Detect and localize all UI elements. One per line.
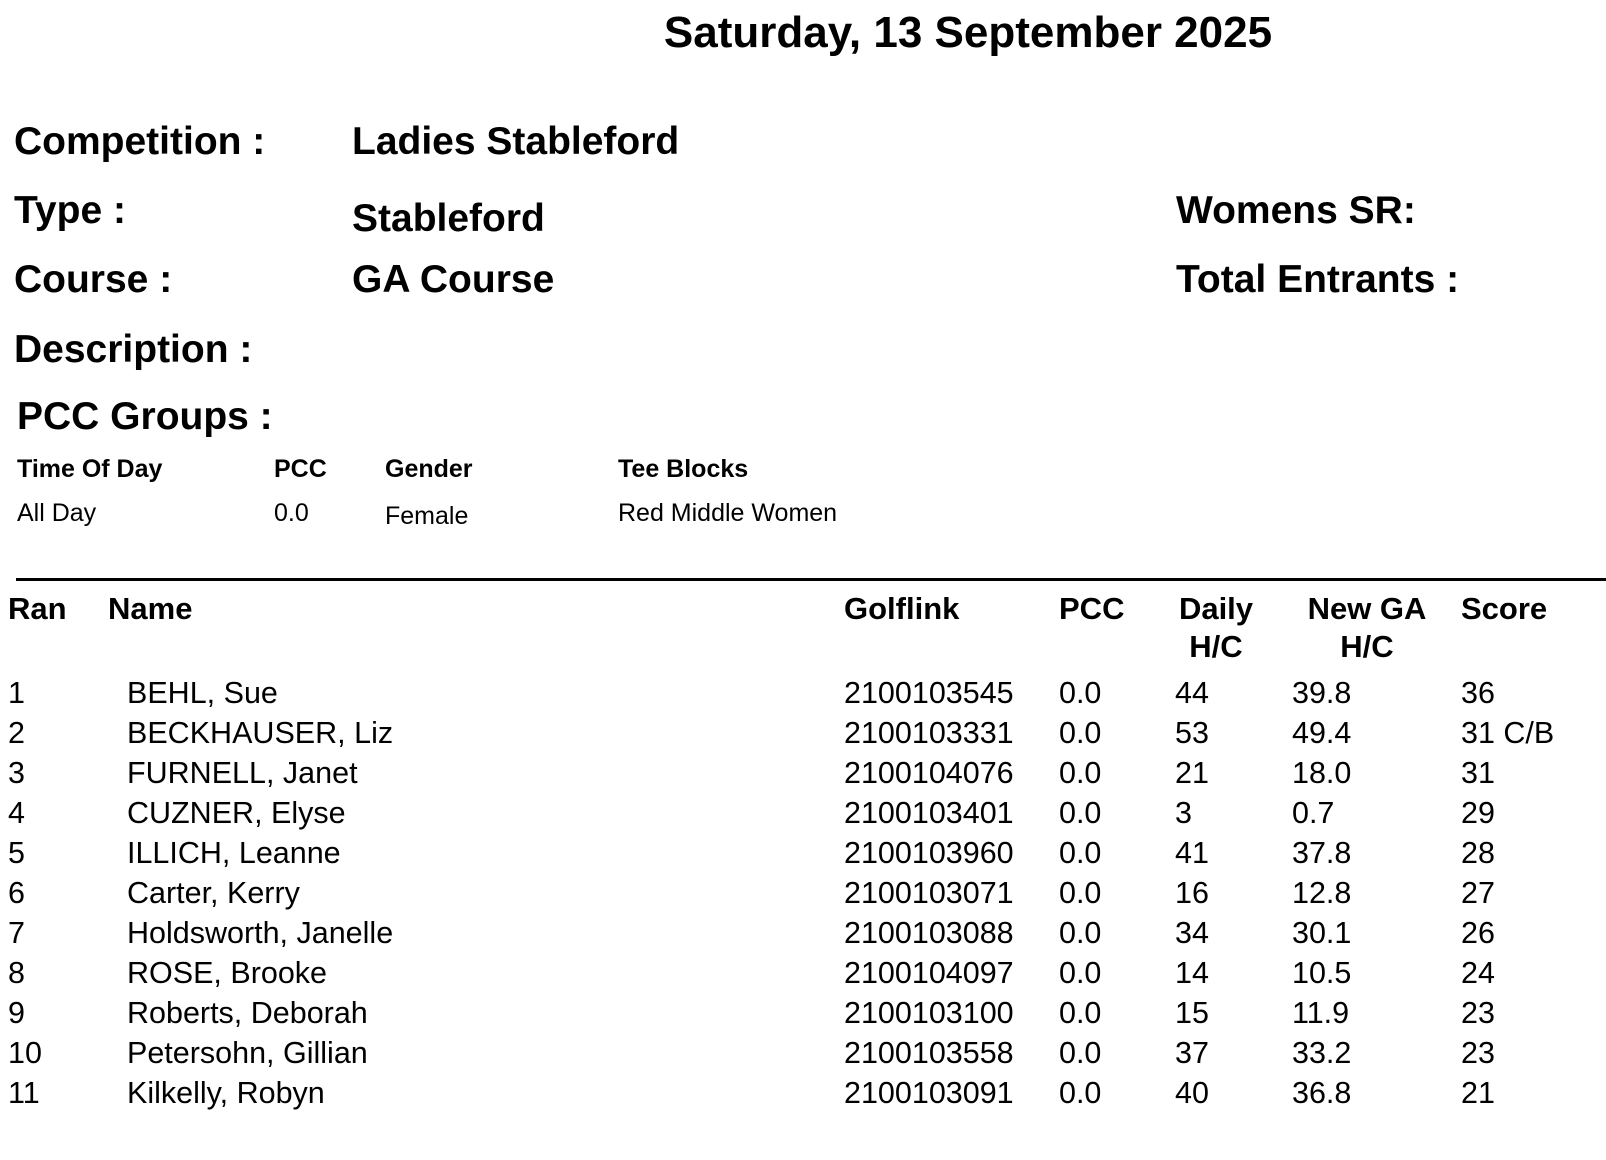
cell-pcc: 0.0 — [1059, 956, 1102, 990]
cell-score: 29 — [1461, 796, 1495, 830]
table-row — [0, 836, 1606, 876]
cell-rank: 7 — [8, 916, 25, 950]
pcc-cell-time-of-day: All Day — [17, 499, 97, 527]
womens-sr-label: Womens SR: — [1176, 189, 1416, 232]
cell-score: 31 C/B — [1461, 716, 1555, 750]
cell-golflink: 2100104076 — [844, 756, 1014, 790]
cell-rank: 2 — [8, 716, 25, 750]
cell-new-ga-hc: 0.7 — [1292, 796, 1335, 830]
competition-value: Ladies Stableford — [352, 120, 680, 163]
table-row — [0, 676, 1606, 716]
cell-pcc: 0.0 — [1059, 1076, 1102, 1110]
cell-new-ga-hc: 10.5 — [1292, 956, 1352, 990]
cell-name: Kilkelly, Robyn — [127, 1076, 325, 1110]
table-row — [0, 996, 1606, 1036]
cell-daily-hc: 37 — [1175, 1036, 1209, 1070]
cell-new-ga-hc: 30.1 — [1292, 916, 1352, 950]
table-row — [0, 876, 1606, 916]
column-header-newga-line2: H/C — [1340, 629, 1394, 664]
cell-rank: 3 — [8, 756, 25, 790]
cell-score: 36 — [1461, 676, 1495, 710]
cell-name: ROSE, Brooke — [127, 956, 328, 990]
cell-rank: 1 — [8, 676, 25, 710]
cell-pcc: 0.0 — [1059, 716, 1102, 750]
column-header-golflink: Golflink — [844, 591, 960, 626]
cell-score: 31 — [1461, 756, 1495, 790]
cell-daily-hc: 15 — [1175, 996, 1209, 1030]
cell-pcc: 0.0 — [1059, 996, 1102, 1030]
cell-name: Petersohn, Gillian — [127, 1036, 368, 1070]
table-row — [0, 916, 1606, 956]
cell-name: Carter, Kerry — [127, 876, 300, 910]
pcc-header-pcc: PCC — [274, 455, 327, 483]
cell-score: 26 — [1461, 916, 1495, 950]
pcc-cell-tee-blocks: Red Middle Women — [618, 499, 838, 527]
cell-golflink: 2100103100 — [844, 996, 1014, 1030]
cell-new-ga-hc: 49.4 — [1292, 716, 1352, 750]
cell-rank: 5 — [8, 836, 25, 870]
cell-daily-hc: 53 — [1175, 716, 1209, 750]
cell-daily-hc: 16 — [1175, 876, 1209, 910]
cell-pcc: 0.0 — [1059, 836, 1102, 870]
cell-golflink: 2100103960 — [844, 836, 1014, 870]
pcc-header-time-of-day: Time Of Day — [17, 455, 163, 483]
cell-score: 28 — [1461, 836, 1495, 870]
type-label: Type : — [14, 189, 126, 232]
cell-name: CUZNER, Elyse — [127, 796, 346, 830]
cell-new-ga-hc: 11.9 — [1292, 996, 1350, 1030]
table-row — [0, 716, 1606, 756]
cell-rank: 9 — [8, 996, 25, 1030]
cell-golflink: 2100103071 — [844, 876, 1014, 910]
table-row — [0, 796, 1606, 836]
pcc-header-gender: Gender — [385, 455, 473, 483]
cell-pcc: 0.0 — [1059, 676, 1102, 710]
cell-golflink: 2100103401 — [844, 796, 1014, 830]
table-row — [0, 1036, 1606, 1076]
cell-new-ga-hc: 18.0 — [1292, 756, 1352, 790]
cell-pcc: 0.0 — [1059, 756, 1102, 790]
table-row — [0, 1076, 1606, 1116]
column-header-new-ga-hc — [1300, 590, 1434, 666]
cell-score: 23 — [1461, 1036, 1495, 1070]
cell-rank: 10 — [8, 1036, 42, 1070]
cell-new-ga-hc: 36.8 — [1292, 1076, 1352, 1110]
cell-daily-hc: 14 — [1175, 956, 1209, 990]
cell-golflink: 2100103091 — [844, 1076, 1014, 1110]
cell-daily-hc: 41 — [1175, 836, 1209, 870]
cell-rank: 11 — [8, 1076, 40, 1110]
cell-pcc: 0.0 — [1059, 796, 1102, 830]
cell-golflink: 2100104097 — [844, 956, 1014, 990]
cell-golflink: 2100103088 — [844, 916, 1014, 950]
total-entrants-label: Total Entrants : — [1176, 258, 1460, 301]
cell-daily-hc: 3 — [1175, 796, 1192, 830]
description-label: Description : — [14, 328, 253, 371]
section-divider — [16, 578, 1606, 581]
cell-score: 23 — [1461, 996, 1495, 1030]
cell-new-ga-hc: 12.8 — [1292, 876, 1352, 910]
cell-name: Holdsworth, Janelle — [127, 916, 394, 950]
cell-rank: 6 — [8, 876, 25, 910]
column-header-score: Score — [1461, 591, 1548, 626]
column-header-newga-line1: New GA — [1307, 591, 1427, 626]
cell-rank: 4 — [8, 796, 25, 830]
page-title: Saturday, 13 September 2025 — [663, 8, 1273, 57]
cell-daily-hc: 44 — [1175, 676, 1209, 710]
column-header-daily-line2: H/C — [1189, 629, 1243, 664]
cell-name: ILLICH, Leanne — [127, 836, 341, 870]
cell-name: BEHL, Sue — [127, 676, 278, 710]
cell-score: 21 — [1461, 1076, 1495, 1110]
course-label: Course : — [14, 258, 173, 301]
cell-name: BECKHAUSER, Liz — [127, 716, 394, 750]
column-header-rank: Ran — [8, 591, 67, 626]
column-header-daily-line1: Daily — [1178, 591, 1254, 626]
table-row — [0, 756, 1606, 796]
type-value: Stableford — [352, 197, 545, 240]
cell-new-ga-hc: 33.2 — [1292, 1036, 1352, 1070]
cell-name: FURNELL, Janet — [127, 756, 358, 790]
column-header-pcc: PCC — [1059, 591, 1125, 626]
competition-label: Competition : — [14, 120, 266, 163]
cell-score: 24 — [1461, 956, 1495, 990]
cell-score: 27 — [1461, 876, 1495, 910]
results-table-body — [0, 676, 1606, 1116]
cell-new-ga-hc: 39.8 — [1292, 676, 1352, 710]
pcc-groups-heading: PCC Groups : — [17, 395, 273, 438]
column-header-name: Name — [108, 591, 193, 626]
cell-rank: 8 — [8, 956, 25, 990]
pcc-cell-gender: Female — [385, 502, 469, 530]
cell-golflink: 2100103545 — [844, 676, 1014, 710]
cell-golflink: 2100103558 — [844, 1036, 1014, 1070]
pcc-cell-pcc: 0.0 — [274, 499, 309, 527]
cell-daily-hc: 40 — [1175, 1076, 1209, 1110]
cell-golflink: 2100103331 — [844, 716, 1014, 750]
column-header-daily-hc — [1165, 590, 1267, 666]
cell-pcc: 0.0 — [1059, 1036, 1102, 1070]
cell-daily-hc: 21 — [1175, 756, 1209, 790]
course-value: GA Course — [352, 258, 555, 301]
pcc-header-tee-blocks: Tee Blocks — [618, 455, 749, 483]
cell-pcc: 0.0 — [1059, 916, 1102, 950]
cell-pcc: 0.0 — [1059, 876, 1102, 910]
cell-daily-hc: 34 — [1175, 916, 1209, 950]
cell-new-ga-hc: 37.8 — [1292, 836, 1352, 870]
table-row — [0, 956, 1606, 996]
cell-name: Roberts, Deborah — [127, 996, 368, 1030]
